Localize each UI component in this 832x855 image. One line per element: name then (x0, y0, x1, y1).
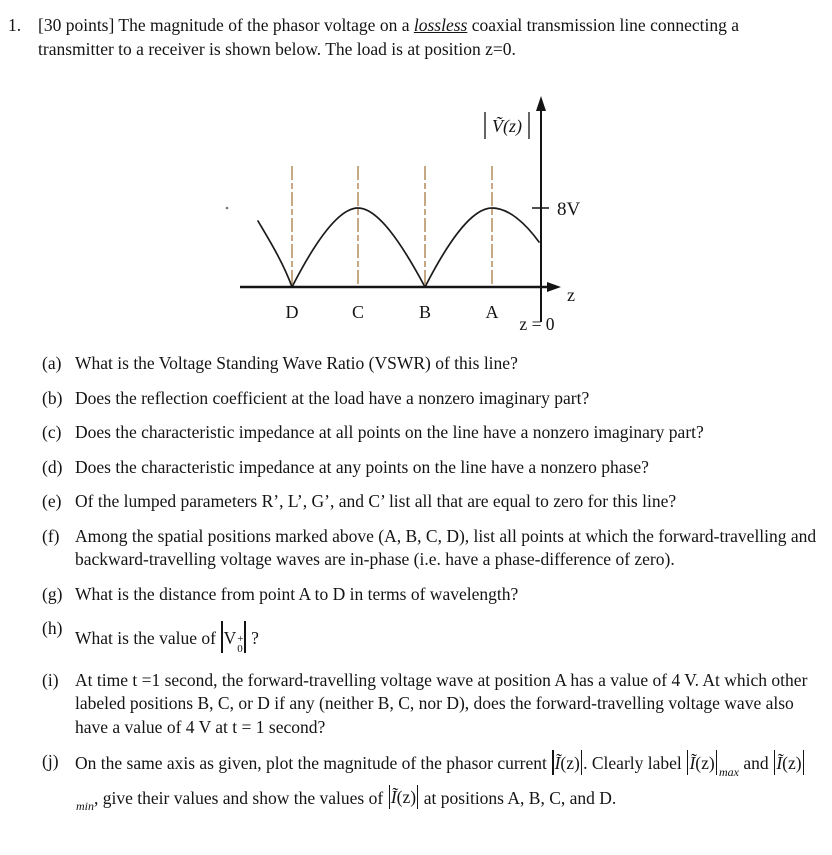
phasor-argument: (z) (695, 753, 715, 774)
position-marker-lines (292, 166, 492, 286)
phasor-current-expression (388, 787, 420, 807)
abs-bar (581, 750, 582, 775)
abs-bar (244, 621, 245, 653)
text-run: . Clearly label (583, 753, 687, 774)
question-item (42, 525, 820, 572)
text-run: ? (246, 627, 259, 648)
question-item (42, 669, 820, 740)
phasor-argument: (z) (560, 753, 580, 774)
question-label: (c) (42, 422, 62, 442)
y-axis-label: Ṽ(z) (492, 116, 522, 136)
question-label: (h) (42, 618, 63, 638)
y-axis-arrow-icon (536, 96, 546, 111)
question-text (75, 353, 518, 373)
phasor-variable: Ĩ (776, 753, 783, 774)
phasor-variable: Ĩ (689, 753, 696, 774)
question-item (42, 352, 820, 376)
position-label-B: B (418, 302, 432, 322)
question-text (75, 753, 805, 814)
phasor-argument: (z) (782, 753, 802, 774)
text-run: Does the characteristic impedance at any points on the line have a nonzero phase? (75, 456, 649, 477)
standing-wave-figure (215, 88, 610, 340)
abs-bar (552, 750, 553, 775)
text-run: On the same axis as given, plot the magnitude of the phasor current (75, 753, 552, 774)
v0-scripts (237, 634, 243, 654)
scan-artifact-dot (226, 207, 229, 210)
question-text (75, 526, 816, 570)
question-label: (j) (42, 751, 59, 772)
v0-superscript: + (237, 632, 244, 645)
v0-variable: V (223, 627, 237, 648)
question-item (42, 456, 820, 480)
text-run: At time t =1 second, the forward-travelling voltage wave at position A has a value of 4 V. At which other labeled positions B, C, or D if any (neither B, C, nor D), does the forward-travelling voltage wave also have a value of 4 V at t = 1 second? (75, 669, 808, 737)
question-label: (d) (42, 456, 63, 477)
load-position-label: z = 0 (519, 314, 555, 334)
question-label: (f) (42, 525, 60, 546)
v0-plus-expression (220, 627, 246, 655)
phasor-variable: Ĩ (390, 787, 397, 808)
text-run: at positions A, B, C, and D. (419, 787, 617, 808)
question-text (75, 457, 649, 477)
text-run: coaxial transmission line connecting a transmitter to a receiver is shown below. The load is at position z=0. (38, 15, 739, 59)
text-run: Does the reflection coefficient at the load have a nonzero imaginary part? (75, 387, 590, 408)
text-run: and (739, 753, 774, 774)
question-text (75, 388, 589, 408)
text-run: Of the lumped parameters R’, L’, G’, and C’ list all that are equal to zero for this line? (75, 491, 677, 511)
question-item (42, 750, 820, 819)
position-label-D: D (285, 302, 299, 322)
text-run: Does the characteristic impedance at all points on the line have a nonzero imaginary part? (75, 422, 704, 442)
question-label: (e) (42, 491, 62, 511)
question-text (75, 584, 518, 604)
question-item (42, 490, 820, 514)
question-label: (g) (42, 583, 63, 604)
text-run: What is the distance from point A to D in terms of wavelength? (75, 583, 519, 604)
emphasized-word: lossless (413, 15, 468, 35)
phasor-variable: Ĩ (554, 753, 561, 774)
problem-header (8, 13, 818, 61)
question-text (75, 422, 704, 442)
question-label: (i) (42, 669, 59, 690)
abs-bar (389, 785, 390, 810)
abs-bar (803, 750, 804, 775)
abs-bar (716, 750, 717, 775)
max-voltage-tick-label: 8V (557, 199, 581, 220)
question-text (75, 627, 259, 655)
phasor-subscript: max (719, 765, 740, 780)
position-label-C: C (351, 302, 365, 322)
question-item (42, 617, 820, 658)
question-item (42, 387, 820, 411)
text-run: , give their values and show the values of (94, 787, 388, 808)
x-axis-label: z (567, 285, 575, 305)
question-label: (b) (42, 387, 63, 408)
text-run: Among the spatial positions marked above (A, B, C, D), list all points at which the forward-travelling and backward-travelling voltage waves are in-phase (i.e. have a phase-difference of zero). (75, 525, 817, 569)
standing-wave-plot (215, 88, 610, 340)
question-item (42, 421, 820, 445)
v0-subscript: 0 (237, 642, 243, 655)
question-label: (a) (42, 353, 62, 373)
problem-number: 1. (8, 15, 22, 35)
question-text (75, 491, 676, 511)
questions-list (42, 352, 820, 830)
question-text (75, 670, 807, 737)
question-item (42, 583, 820, 607)
problem-intro (38, 15, 739, 59)
phasor-subscript: min (76, 799, 94, 814)
phasor-current-expression (686, 753, 740, 780)
abs-bar (221, 621, 222, 653)
phasor-argument: (z) (396, 787, 417, 808)
position-label-A: A (485, 302, 499, 322)
voltage-magnitude-curve (258, 208, 539, 287)
phasor-current-expression (551, 753, 583, 773)
text-run: [30 points] The magnitude of the phasor voltage on a (38, 15, 414, 35)
text-run: What is the value of (75, 627, 221, 648)
x-axis-arrow-icon (547, 282, 561, 292)
text-run: What is the Voltage Standing Wave Ratio (VSWR) of this line? (75, 353, 518, 373)
